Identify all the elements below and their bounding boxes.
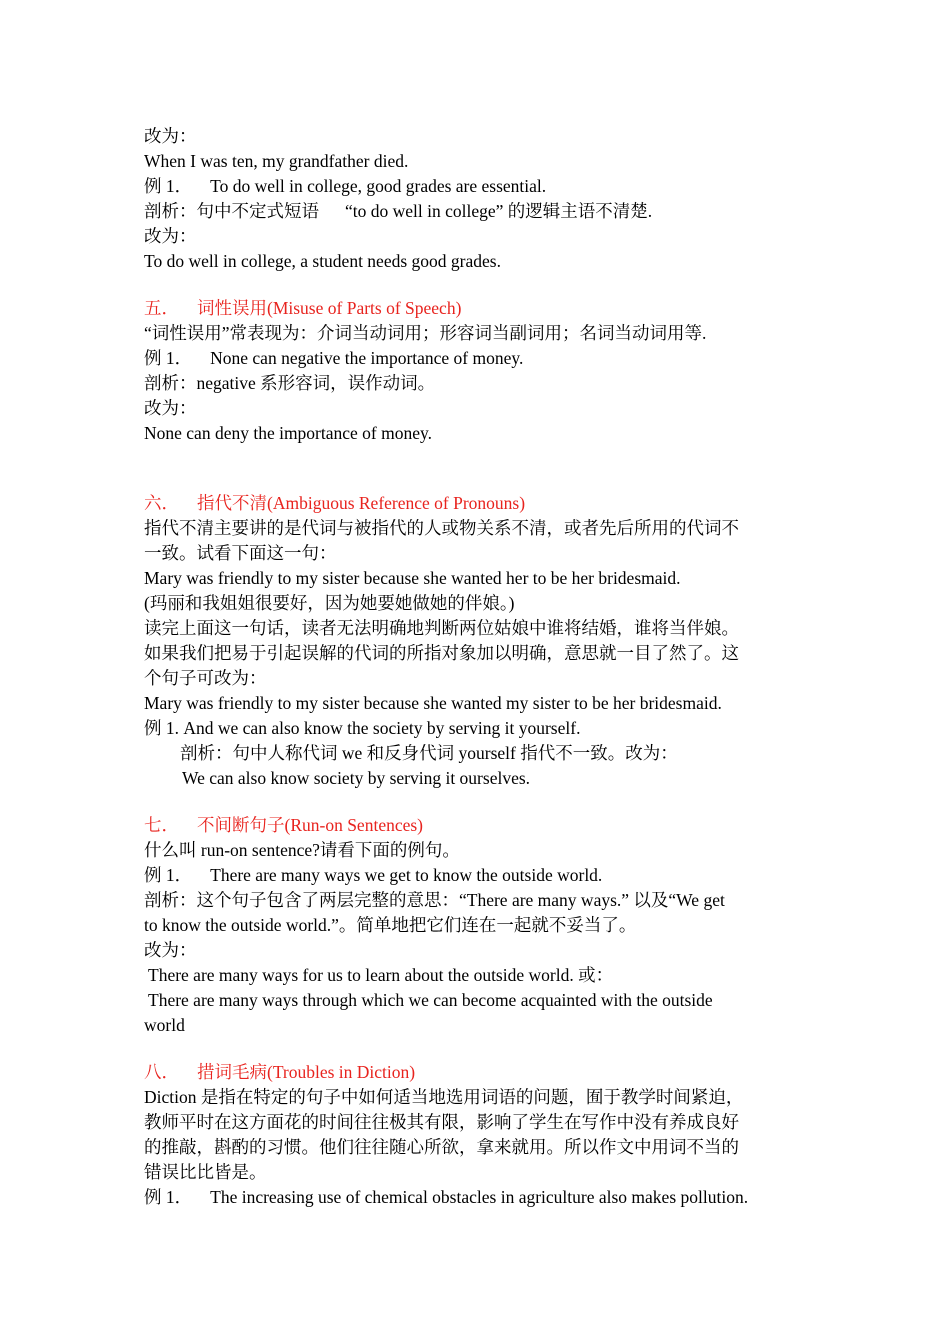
revised-sentence: None can deny the importance of money. [144,423,432,443]
revised-sentence: There are many ways for us to learn about the outside world. 或： [148,965,614,985]
example-text: The increasing use of chemical obstacles in agriculture also makes pollution. [210,1187,749,1207]
section-heading [144,491,814,516]
revision-label: 改为： [144,398,197,418]
revised-sentence: We can also know society by serving it ourselves. [182,768,531,788]
section-title: 不间断句子(Run-on Sentences) [197,815,424,835]
paragraph-line: 教师平时在这方面花的时间往往极其有限，影响了学生在写作中没有养成良好 [144,1112,739,1132]
section-6 [144,491,814,791]
revised-sentence: There are many ways through which we can become acquainted with the outside [148,990,713,1010]
section-heading [144,1060,814,1085]
example-text: To do well in college, good grades are essential. [210,176,547,196]
analysis-line: 剖析：negative 系形容词，误作动词。 [144,373,436,393]
section-7 [144,813,814,1038]
section-intro: “词性误用”常表现为：介词当动词用；形容词当副词用；名词当动词用等. [144,323,707,343]
section-title: 指代不清(Ambiguous Reference of Pronouns) [197,493,526,513]
section-intro: 什么叫 run-on sentence?请看下面的例句。 [144,840,460,860]
section-number: 七． [144,815,179,835]
section-8 [144,1060,814,1210]
paragraph-line: 的推敲，斟酌的习惯。他们往往随心所欲，拿来就用。所以作文中用词不当的 [144,1137,739,1157]
translation: (玛丽和我姐姐很要好，因为她要她做她的伴娘。) [144,593,515,613]
example-text: None can negative the importance of money. [210,348,524,368]
example-line [144,346,814,371]
revised-sentence: When I was ten, my grandfather died. [144,151,409,171]
example-label: 例 1． [144,865,193,885]
example-line [144,174,814,199]
section-number: 六． [144,493,179,513]
document-page [144,124,814,1210]
section-title: 词性误用(Misuse of Parts of Speech) [197,298,462,318]
section-number: 八． [144,1062,179,1082]
analysis-line: to know the outside world.”。简单地把它们连在一起就不妥当了。 [144,915,637,935]
section-heading [144,813,814,838]
revision-label: 改为： [144,126,197,146]
revised-sentence: world [144,1015,185,1035]
paragraph-line: 错误比比皆是。 [144,1162,267,1182]
revision-label: 改为： [144,940,197,960]
section-5 [144,296,814,446]
example-label: 例 1． [144,176,193,196]
section-number: 五． [144,298,179,318]
paragraph-line: 一致。试看下面这一句： [144,543,337,563]
analysis-text-a: 剖析：句中不定式短语 [144,201,319,221]
example-label: 例 1． [144,1187,193,1207]
section-title: 措词毛病(Troubles in Diction) [197,1062,416,1082]
analysis-line: 剖析：这个句子包含了两层完整的意思：“There are many ways.” 以及“We get [144,890,725,910]
section-4-tail [144,124,814,274]
example-sentence: Mary was friendly to my sister because she wanted her to be her bridesmaid. [144,568,681,588]
paragraph-line: 如果我们把易于引起误解的代词的所指对象加以明确，意思就一目了然了。这 [144,643,739,663]
analysis-line [144,199,814,224]
example-text: There are many ways we get to know the outside world. [210,865,603,885]
paragraph-line: Diction 是指在特定的句子中如何适当地选用词语的问题，囿于教学时间紧迫， [144,1087,744,1107]
analysis-text-b: “to do well in college” 的逻辑主语不清楚. [345,201,653,221]
example-line: 例 1. And we can also know the society by serving it yourself. [144,718,581,738]
revision-label: 改为： [144,226,197,246]
example-line [144,863,814,888]
paragraph-line: 指代不清主要讲的是代词与被指代的人或物关系不清，或者先后所用的代词不 [144,518,739,538]
paragraph-line: 个句子可改为： [144,668,267,688]
example-label: 例 1． [144,348,193,368]
example-line [144,1185,814,1210]
revised-sentence: Mary was friendly to my sister because she wanted my sister to be her bridesmaid. [144,693,722,713]
section-heading [144,296,814,321]
paragraph-line: 读完上面这一句话，读者无法明确地判断两位姑娘中谁将结婚，谁将当伴娘。 [144,618,739,638]
analysis-line: 剖析：句中人称代词 we 和反身代词 yourself 指代不一致。改为： [180,743,678,763]
revised-sentence: To do well in college, a student needs good grades. [144,251,501,271]
